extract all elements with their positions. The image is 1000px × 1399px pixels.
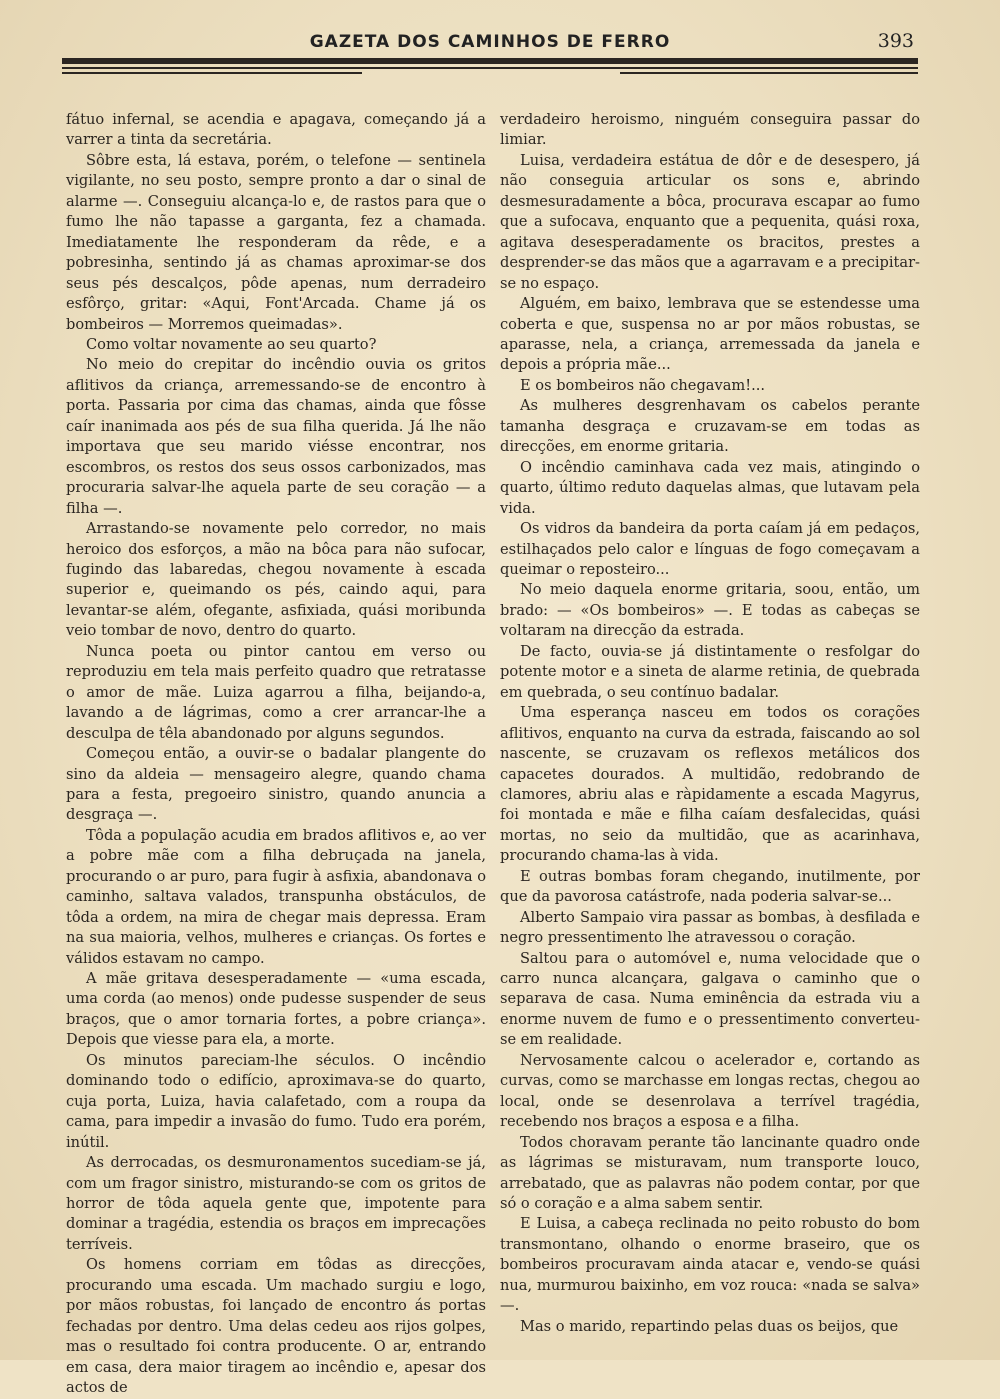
- paragraph: Os minutos pareciam-lhe séculos. O incêndio dominando todo o edifício, aproximava-se do quarto, cuja porta, Luiza, havia calafetado, com a roupa da cama, para impedir a invasão do fumo. Tudo era porém, inútil.: [66, 1051, 486, 1151]
- paragraph: Sôbre esta, lá estava, porém, o telefone — sentinela vigilante, no seu posto, sempre pronto a dar o sinal de alarme —. Conseguiu alcança-lo e, de rastos para que o fumo lhe não tapasse a garganta, fez a chamada. Imediatamente lhe responderam da rêde, e a pobresinha, sentindo já as chamas aproximar-se dos seus pés descalços, pôde apenas, num derradeiro esfôrço, gritar: «Aqui, Font'Arcada. Chame já os bombeiros — Morremos queimadas».: [66, 151, 486, 333]
- page-header: [62, 28, 918, 56]
- right-column: [500, 110, 920, 1337]
- paragraph: Uma esperança nasceu em todos os corações aflitivos, enquanto na curva da estrada, faiscando ao sol nascente, se cruzavam os reflexos metálicos dos capacetes dourados. A multidão, redobrando de clamores, abriu alas e ràpidamente a escada Magyrus, foi montada e mãe e filha caíam desfalecidas, quási mortas, no seio da multidão, que as acarinhava, procurando chama-las à vida.: [500, 704, 920, 865]
- paragraph: E os bombeiros não chegavam!...: [520, 376, 766, 394]
- paragraph: Saltou para o automóvel e, numa velocidade que o carro nunca alcançara, galgava o caminho que o separava de casa. Numa eminência da estrada viu a enorme nuvem de fumo e o pressentimento converteu-se em realidade.: [500, 949, 920, 1049]
- paragraph: Luisa, verdadeira estátua de dôr e de desespero, já não conseguia articular os sons e, abrindo desmesuradamente a bôca, procurava escapar ao fumo que a sufocava, enquanto que a pequenita, quási roxa, agitava desesperadamente os bracitos, prestes a desprender-se das mãos que a agarravam e a precipitar-se no espaço.: [500, 151, 920, 292]
- paragraph: Mas o marido, repartindo pelas duas os beijos, que: [520, 1317, 899, 1335]
- paragraph: E outras bombas foram chegando, inutilmente, por que da pavorosa catástrofe, nada poderia salvar-se...: [500, 867, 920, 906]
- publication-title: GAZETA DOS CAMINHOS DE FERRO: [309, 32, 671, 52]
- paragraph: Tôda a população acudia em brados aflitivos e, ao ver a pobre mãe com a filha debruçada na janela, procurando o ar puro, para fugir à asfixia, abandonava o caminho, saltava valados, transpunha obstáculos, de tôda a ordem, na mira de chegar mais depressa. Eram na sua maioria, velhos, mulheres e crianças. Os fortes e válidos estavam no campo.: [66, 826, 486, 967]
- header-rule-thick: [62, 58, 918, 64]
- paragraph: Começou então, a ouvir-se o badalar plangente do sino da aldeia — mensageiro alegre, quando chama para a festa, pregoeiro sinistro, quando anuncia a desgraça —.: [66, 745, 486, 824]
- paragraph: De facto, ouvia-se já distintamente o resfolgar do potente motor e a sineta de alarme retinia, de quebrada em quebrada, o seu contínuo badalar.: [500, 642, 920, 701]
- paragraph: A mãe gritava desesperadamente — «uma escada, uma corda (ao menos) onde pudesse suspender de seus braços, que o amor tornaria fortes, a pobre criança». Depois que viesse para ela, a morte.: [66, 970, 486, 1049]
- header-rule-segment-left: [62, 72, 362, 74]
- paragraph: verdadeiro heroismo, ninguém conseguira passar do limiar.: [500, 111, 920, 149]
- paragraph: Alguém, em baixo, lembrava que se estendesse uma coberta e que, suspensa no ar por mãos robustas, se aparasse, nela, a criança, arremessada da janela e depois a própria mãe...: [500, 295, 920, 374]
- paragraph: Como voltar novamente ao seu quarto?: [86, 335, 377, 353]
- header-rule-segment-right: [620, 72, 918, 74]
- paragraph: Nunca poeta ou pintor cantou em verso ou reproduziu em tela mais perfeito quadro que retratasse o amor de mãe. Luiza agarrou a filha, beijando-a, lavando a de lágrimas, como a crer arrancar-lhe a desculpa de têla abandonado por alguns segundos.: [66, 642, 486, 742]
- paragraph: Alberto Sampaio vira passar as bombas, à desfilada e negro pressentimento lhe atravessou o coração.: [500, 908, 920, 947]
- paragraph: Arrastando-se novamente pelo corredor, no mais heroico dos esforços, a mão na bôca para não sufocar, fugindo das labaredas, chegou novamente à escada superior e, queimando os pés, caindo aqui, para levantar-se além, ofegante, asfixiada, quási moribunda veio tombar de novo, dentro do quarto.: [66, 520, 486, 640]
- paragraph: Os homens corriam em tôdas as direcções, procurando uma escada. Um machado surgiu e logo, por mãos robustas, foi lançado de encontro ás portas fechadas por dentro. Uma delas cedeu aos rijos golpes, mas o resultado foi contra producente. O ar, entrando em casa, dera maior tiragem ao incêndio e, apesar dos actos de: [66, 1256, 486, 1397]
- left-column: [66, 110, 486, 1399]
- paragraph: As mulheres desgrenhavam os cabelos perante tamanha desgraça e cruzavam-se em todas as direcções, em enorme gritaria.: [500, 397, 920, 456]
- paragraph: Nervosamente calcou o acelerador e, cortando as curvas, como se marchasse em longas rectas, chegou ao local, onde se desenrolava a terrível tragédia, recebendo nos braços a esposa e a filha.: [500, 1051, 920, 1131]
- paragraph: Os vidros da bandeira da porta caíam já em pedaços, estilhaçados pelo calor e línguas de fogo começavam a queimar o reposteiro...: [500, 520, 920, 578]
- paragraph: Todos choravam perante tão lancinante quadro onde as lágrimas se misturavam, num transporte louco, arrebatado, que as palavras não podem contar, por que só o coração e a alma sabem sentir.: [500, 1133, 920, 1213]
- paragraph: fátuo infernal, se acendia e apagava, começando já a varrer a tinta da secretária.: [66, 111, 486, 149]
- page-number: 393: [877, 30, 914, 52]
- paragraph: As derrocadas, os desmuronamentos sucediam-se já, com um fragor sinistro, misturando-se com os gritos de horror de tôda aquela gente que, impotente para dominar a tragédia, estendia os braços em imprecações terríveis.: [66, 1154, 486, 1253]
- paragraph: E Luisa, a cabeça reclinada no peito robusto do bom transmontano, olhando o enorme braseiro, que os bombeiros procuravam ainda atacar e, vendo-se quási nua, murmurou baixinho, em voz rouca: «nada se salva» —.: [500, 1215, 920, 1315]
- header-rule-thin: [62, 67, 918, 69]
- paragraph: O incêndio caminhava cada vez mais, atingindo o quarto, último reduto daquelas almas, que lutavam pela vida.: [500, 458, 920, 517]
- paragraph: No meio do crepitar do incêndio ouvia os gritos aflitivos da criança, arremessando-se de encontro à porta. Passaria por cima das chamas, ainda que fôsse caír inanimada aos pés de sua filha querida. Já lhe não importava que seu marido viésse encontrar, nos escombros, os restos dos seus ossos carbonizados, mas procuraria salvar-lhe aquela parte de seu coração — a filha —.: [66, 356, 486, 517]
- paragraph: No meio daquela enorme gritaria, soou, então, um brado: — «Os bombeiros» —. E todas as cabeças se voltaram na direcção da estrada.: [500, 581, 920, 640]
